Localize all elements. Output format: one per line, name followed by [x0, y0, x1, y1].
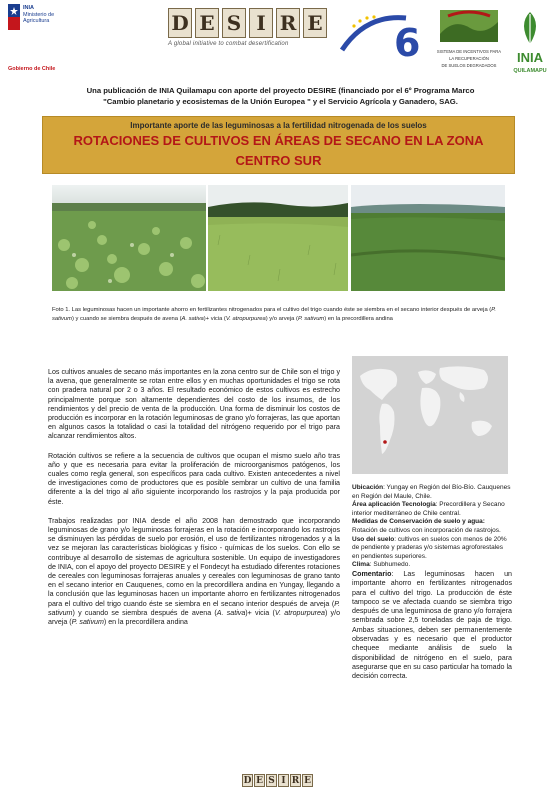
fact-value: Rotación de cultivos con incorporación de rastrojos. [352, 526, 501, 534]
right-logo-caption-2: LA RECUPERACIÓN [449, 56, 489, 61]
fact-value: : Precordillera y Secano interior mediterráneo de Chile central. [352, 501, 505, 517]
footer-letter: E [302, 774, 313, 787]
body-species: V. atropurpurea [274, 608, 325, 617]
gob-line-2: Ministerio de [23, 11, 55, 18]
footer-letter: S [266, 774, 277, 787]
publication-line-2: "Cambio planetario y ecosistemas de la Unión Europea " y el Servicio Agrícola y Ganadero, SAG. [103, 96, 458, 106]
right-logo-caption-3: DE SUELOS DEGRADADOS [441, 63, 497, 68]
fact-value: : Las leguminosas hacen un importante ahorro en fertilizantes nitrogenados para el cultivo del trigo. La producción de éste tampoco se ve afectada cuando se siembra trigo después de una leguminosa de grano y/o forrajera sembrada sobre 2,5 toneladas de paja de trigo. Ambas situaciones, deben ser permanentemente observadas y es necesario que el productor chequee mediante análisis de suelo la disponibilidad de nitrógeno en el suelo, para asegurarse que en su caso particular ha tomado la decisión correcta. [352, 569, 512, 681]
field-photo-oats [208, 185, 348, 291]
body-species: P. sativum [48, 599, 340, 617]
body-species: P. sativum [71, 618, 104, 627]
fact-comentario [352, 570, 512, 682]
title-line-1: ROTACIONES DE CULTIVOS EN ÁREAS DE SECANO EN LA ZONA [73, 133, 484, 148]
fact-clima [352, 561, 512, 570]
main-text-column [48, 368, 340, 637]
footer-letter: E [254, 774, 265, 787]
world-map-image [352, 356, 508, 474]
gobierno-de-chile-logo [8, 4, 66, 76]
body-paragraph-3 [48, 517, 340, 627]
title-box [42, 116, 515, 174]
caption-text: )+ vicia ( [203, 315, 226, 322]
gob-footer-text: Gobierno de Chile [8, 66, 56, 72]
footer-desire-logo [242, 774, 314, 796]
field-photo-peas [52, 185, 206, 291]
caption-species: P. sativum [297, 315, 325, 322]
footer-letter: I [278, 774, 289, 787]
inia-sub: QUILAMAPU [513, 68, 547, 74]
fact-label: Comentario [352, 569, 392, 578]
body-paragraph-1: Los cultivos anuales de secano más importantes en la zona centro sur de Chile son el trigo y la avena, que generalmente se rotan entre ellos y en muchas oportunidades el trigo se rota con pradera natural por 2 o 3 años. El resultado económico de estos cultivos es estrecho principalmente porque son altamente dependientes del costo de los insumos, de los rendimientos y del precio de venta de la producción. Una forma de disminuir los costos de producción es incorporar en la rotación leguminosas de grano y/o forrajeras, las que aportan en algunos casos la totalidad o casi la totalidad del nitrógeno requerido por el trigo para alcanzar rendimientos altos. [48, 368, 340, 441]
caption-text: ) y/o arveja ( [265, 315, 298, 322]
gob-line-1: INIA [23, 5, 34, 11]
fact-ubicacion [352, 484, 512, 501]
body-text: ) en la precordillera andina [103, 618, 188, 627]
fact-label: Uso del suelo [352, 535, 395, 543]
field-photo-vetch [351, 185, 505, 291]
eu-6th-framework-logo [336, 4, 420, 64]
body-paragraph-2: Rotación cultivos se refiere a la secuencia de cultivos que ocupan el mismo suelo año tras año y que es necesaria para evitar la proliferación de microorganismos patógenos, los cuales como regla general, son específicos para cada cultivo. Existen antecedentes a nivel de investigaciones como de productores que es posible sembrar un cultivo de una familia diferente a la del trigo al año siguiente incorporando los rastrojos y la paja producida por éste. [48, 451, 340, 506]
body-text: )+ vicia ( [245, 608, 275, 617]
chile-location-marker [383, 440, 387, 444]
right-logo-caption: SISTEMA DE INCENTIVOS PARA [436, 49, 502, 54]
caption-text: Foto 1. Las leguminosas hacen un importante ahorro en fertilizantes nitrogenados para el cultivo del trigo cuando éste se siembra en el secano interior después de arveja ( [52, 307, 492, 313]
fact-sheet-panel [352, 484, 512, 682]
desire-letter: I [249, 8, 273, 38]
fact-area [352, 501, 512, 518]
caption-text: ) y cuando se siembra después de avena ( [71, 315, 182, 322]
desire-letter: D [168, 8, 192, 38]
fact-label: Área aplicación Tecnología [352, 501, 436, 509]
fact-medidas [352, 518, 512, 535]
inia-name: INIA [517, 50, 543, 65]
body-text: ) y/o arveja ( [48, 608, 341, 627]
desire-letter: E [303, 8, 327, 38]
body-text: Trabajos realizadas por INIA desde el año 2008 han demostrado que incorporando leguminosas de grano y/o leguminosas forrajeras en la rotación e incorporando los rastrojos se disminuyen las pérdidas de suelo por erosión, el uso de fertilizantes nitrogenados y a la vez se mejoran las características biológicas y físico - químicas de los suelos. Con ello se contribuye al desarrollo de sistemas de agricultura sostenible. Un equipo de investigadores de INIA, con el apoyo del proyecto DESIRE y el Fondecyt ha estudiado diferentes rotaciones de cereales con leguminosas forrajeras anuales y cereales con leguminosas de grano tanto en el secano interior en Cauquenes, como en la precordillera andina en Yungay, llegando a la conclusión que las leguminosas hacen un importante ahorro en fertilizantes nitrogenados para el cultivo del trigo cuando éste se siembra en el secano interior después de arveja ( [48, 516, 340, 608]
body-species: A. sativa [216, 608, 246, 617]
caption-species: P. sativum [52, 307, 496, 322]
header-logos [0, 0, 556, 82]
fact-label: Clima [352, 561, 370, 569]
fact-value: : cultivos en suelos con menos de 20% de pendiente y praderas y/o sistemas agroforestales en pendientes superiores. [352, 535, 507, 560]
body-text: ) y cuando se siembra después de avena ( [72, 608, 217, 617]
fact-uso [352, 536, 512, 562]
chile-flag-icon [8, 4, 20, 30]
desire-letter: R [276, 8, 300, 38]
fact-label: Medidas de Conservación de suelo y agua: [352, 518, 485, 526]
caption-species: A. sativa [181, 315, 204, 322]
caption-text: ) en la precordillera andina [324, 315, 393, 322]
publication-line-1: Una publicación de INIA Quilamapu con aporte del proyecto DESIRE (financiado por el 6º Programa Marco [86, 86, 475, 95]
title-subtitle: Importante aporte de las leguminosas a la fertilidad nitrogenada de los suelos [130, 121, 427, 130]
eu-number: 6 [394, 21, 420, 64]
gob-line-3: Agricultura [23, 18, 50, 24]
inia-quilamapu-logo [508, 4, 552, 78]
desire-letter: S [222, 8, 246, 38]
desire-tagline: A global initiative to combat desertification [168, 41, 289, 47]
publication-credit [28, 86, 533, 107]
title-line-2: CENTRO SUR [235, 153, 322, 168]
footer-letter: R [291, 776, 300, 786]
suelos-degradados-logo [434, 4, 504, 78]
desire-letter: E [195, 8, 219, 38]
footer-letter: D [243, 776, 252, 786]
fact-label: Ubicación [352, 484, 384, 491]
fact-value: : Yungay en Región del Bío-Bío. Cauquenes en Región del Maule, Chile. [352, 484, 511, 500]
fact-value: : Subhumedo. [369, 561, 411, 569]
caption-species: V. atropurpurea [225, 315, 266, 322]
desire-logo [168, 8, 340, 64]
photo-caption [52, 306, 507, 323]
